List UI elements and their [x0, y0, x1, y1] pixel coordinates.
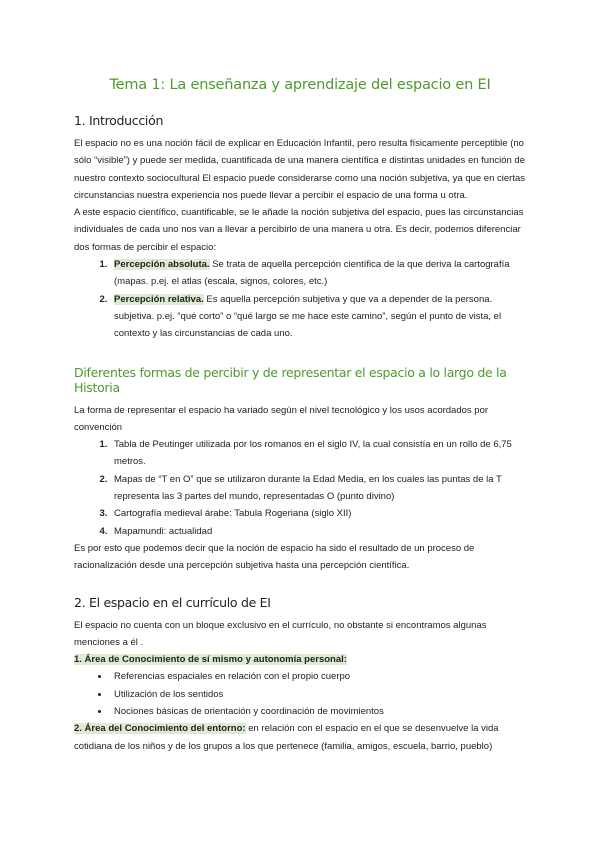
list-item: 2. Mapas de “T en O” que se utilizaron durante la Edad Media, en los cuales las puntas de la T representa las 3 partes del mundo, representadas O (punto divino): [110, 471, 526, 506]
area2-text: en relación con el espacio en el que se desenvuelve la vida cotidiana de los niños y de los grupos a los que pertenece (familia, amigos, escuela, barrio, pueblo): [74, 723, 499, 752]
highlighted-term: Percepción absoluta.: [114, 259, 210, 271]
list-item: 1. Tabla de Peutinger utilizada por los romanos en el siglo IV, la cual consistía en un rollo de 6,75 metros.: [110, 436, 526, 471]
curriculum-intro: El espacio no cuenta con un bloque exclusivo en el currículo, no obstante si encontramos algunas menciones a él .: [74, 619, 487, 648]
history-list: [74, 436, 526, 540]
list-item: 3. Cartografía medieval árabe: Tabula Rogeriana (siglo XII): [110, 505, 526, 522]
area2-paragraph: [74, 720, 526, 755]
list-item-text: Se trata de aquella percepción científica de la que deriva la cartografía (mapas. p.ej. el atlas (escala, signos, colores, etc.): [114, 259, 510, 288]
area1-label: 1. Área de Conocimiento de sí mismo y autonomía personal:: [74, 654, 347, 666]
area2-label: 2. Área del Conocimiento del entorno:: [74, 723, 246, 735]
perception-types-list: [74, 256, 526, 342]
section-heading-introduccion: 1. Introducción: [74, 113, 164, 128]
area1-list: [74, 668, 526, 720]
section-heading-historia: Diferentes formas de percibir y de representar el espacio a lo largo de la Historia: [74, 364, 507, 395]
list-item: • Referencias espaciales en relación con el propio cuerpo: [110, 668, 526, 685]
history-intro: La forma de representar el espacio ha variado según el nivel tecnológico y los usos acordados por convención: [74, 404, 489, 433]
intro-paragraph-1: El espacio no es una noción fácil de explicar en Educación Infantil, pero resulta físicamente perceptible (no sólo “visible”) y puede ser medida, cuantificada de una manera científica e distintas unidades en función de nuestro contexto sociocultural El espacio puede considerarse como una noción subjetiva, ya que en ciertas circunstancias nuestra experiencia nos puede llevar a percibir el espacio de una forma u otra.: [74, 138, 525, 201]
list-item-text: Es aquella percepción subjetiva y que va a depender de la persona. subjetiva. p.ej. “qué corto” o “qué largo se me hace este camino”, según el punto de vista, el contexto y las circunstancias de cada uno.: [114, 293, 502, 340]
list-item: [110, 256, 526, 291]
list-item: 4. Mapamundi: actualidad: [110, 523, 526, 540]
intro-paragraph-2: A este espacio científico, cuantificable, se le añade la noción subjetiva del espacio, pues las circunstancias individuales de cada uno nos van a llevar a percibirlo de una manera u otra. Es decir, podemos diferenciar dos formas de percibir el espacio:: [74, 207, 524, 253]
list-item: • Nociones básicas de orientación y coordinación de movimientos: [110, 703, 526, 720]
highlighted-term: Percepción relativa.: [114, 293, 204, 305]
list-item: • Utilización de los sentidos: [110, 686, 526, 703]
document-title: Tema 1: La enseñanza y aprendizaje del espacio en EI: [109, 77, 491, 93]
section-heading-curriculo: 2. El espacio en el currículo de EI: [74, 594, 271, 610]
history-outro: Es por esto que podemos decir que la noción de espacio ha sido el resultado de un proceso de racionalización desde una percepción subjetiva hasta una percepción científica.: [74, 542, 475, 572]
list-item: [110, 291, 526, 343]
area1-line: [74, 651, 526, 668]
